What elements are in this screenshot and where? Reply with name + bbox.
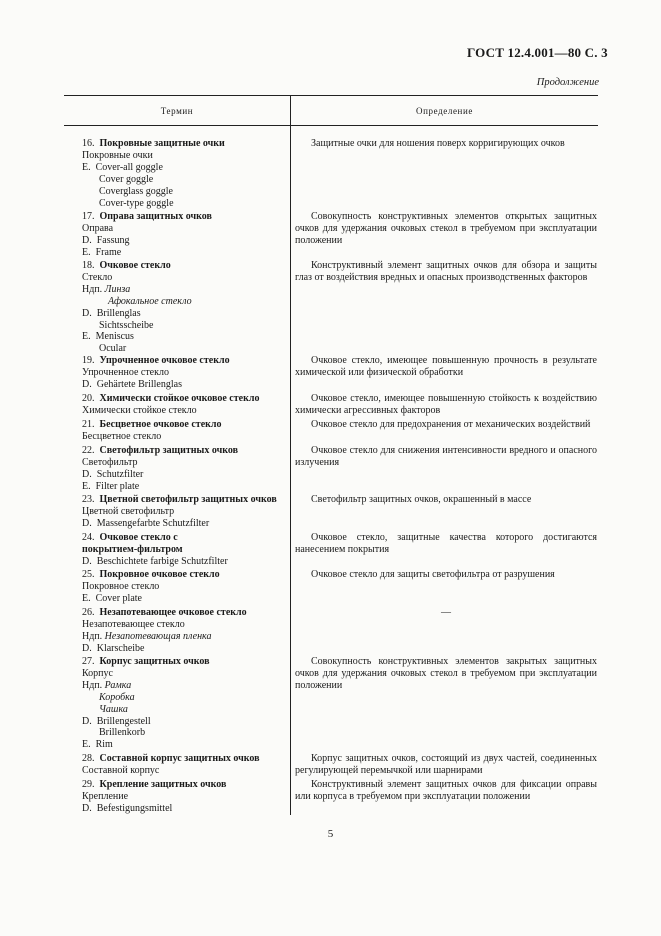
foreign-equivalent <box>82 716 292 728</box>
term-number: 26. <box>82 607 95 618</box>
term-ndp-line <box>82 692 292 704</box>
term-title: Оправа защитных очков <box>99 211 212 222</box>
foreign-term: Schutzfilter <box>96 468 144 480</box>
language-code: D. <box>82 517 92 529</box>
term-title-line <box>82 494 292 506</box>
term-title: Химически стойкое очковое стекло <box>99 393 260 404</box>
column-header-term: Термин <box>160 106 194 116</box>
term-title-line <box>82 211 292 223</box>
language-code: D. <box>82 555 92 567</box>
language-code: E. <box>82 246 91 258</box>
foreign-equivalent <box>82 247 292 259</box>
term-cell <box>82 138 292 209</box>
term-synonym: Покровные очки <box>82 149 153 161</box>
ndp-term: Чашка <box>99 703 128 715</box>
term-title: Покровные защитные очки <box>99 138 225 149</box>
term-title-line <box>82 607 292 619</box>
foreign-term: Brillenkorb <box>99 727 146 739</box>
term-cell <box>82 753 292 777</box>
term-cell <box>82 419 292 443</box>
page-number: 5 <box>327 828 334 840</box>
ndp-term: Рамка <box>104 679 132 691</box>
definition-cell: Совокупность конструктивных элементов закрытых защитных очков для удержания очковых стекол в требуемом при эксплуатации положении <box>295 656 597 691</box>
term-number: 19. <box>82 355 95 366</box>
term-ndp-line <box>82 704 292 716</box>
foreign-equivalent <box>82 379 292 391</box>
foreign-term: Meniscus <box>95 331 134 343</box>
foreign-equivalent <box>82 162 292 174</box>
foreign-equivalent <box>82 481 292 493</box>
foreign-equivalent <box>82 343 292 355</box>
foreign-term: Frame <box>95 246 122 258</box>
language-code: E. <box>82 739 91 751</box>
term-cell <box>82 445 292 493</box>
term-synonym: Корпус <box>82 667 113 679</box>
definition-cell: Защитные очки для ношения поверх корригирующих очков <box>311 138 565 149</box>
term-title-continued: покрытием-фильтром <box>82 543 183 555</box>
term-title: Светофильтр защитных очков <box>99 445 239 456</box>
term-title: Составной корпус защитных очков <box>99 753 260 764</box>
definition-cell: Конструктивный элемент защитных очков для обзора и защиты глаз от воздействия вредных и опасных производственных факторов <box>295 260 597 283</box>
foreign-term: Cover-all goggle <box>95 161 163 173</box>
foreign-term: Rim <box>95 739 113 751</box>
language-code: E. <box>82 331 91 343</box>
term-number: 29. <box>82 779 95 790</box>
foreign-term: Cover-type goggle <box>99 197 174 209</box>
language-code: E. <box>82 480 91 492</box>
definition-cell: Совокупность конструктивных элементов открытых защитных очков для удержания очковых стекол в требуемом при эксплуатации положении <box>295 211 597 246</box>
foreign-term: Filter plate <box>95 480 140 492</box>
term-number: 27. <box>82 656 95 667</box>
foreign-term: Brillenglas <box>96 307 141 319</box>
table-top-rule <box>64 95 598 96</box>
term-cell <box>82 779 292 815</box>
ndp-label: Ндп. <box>82 283 103 295</box>
term-cell <box>82 393 292 417</box>
term-ndp-line <box>82 296 292 308</box>
term-number: 20. <box>82 393 95 404</box>
definition-cell: Очковое стекло, имеющее повышенную прочность в результате химической или физической обработки <box>295 355 597 378</box>
definition-cell: Очковое стекло, защитные качества которого достигаются нанесением покрытия <box>295 532 597 555</box>
foreign-term: Befestigungsmittel <box>96 802 173 814</box>
term-title: Очковое стекло с <box>99 532 178 543</box>
foreign-equivalent <box>82 320 292 332</box>
foreign-term: Gehärtete Brillenglas <box>96 378 182 390</box>
term-synonym: Оправа <box>82 222 114 234</box>
foreign-equivalent <box>82 739 292 751</box>
column-header-definition: Определение <box>416 106 473 116</box>
language-code: E. <box>82 161 91 173</box>
ndp-label: Ндп. <box>82 630 103 642</box>
ndp-term: Незапотевающая пленка <box>104 630 212 642</box>
term-cell <box>82 355 292 391</box>
page-header-title: ГОСТ 12.4.001—80 С. 3 <box>467 45 608 60</box>
ndp-term: Коробка <box>99 691 135 703</box>
term-number: 28. <box>82 753 95 764</box>
term-title: Покровное очковое стекло <box>99 569 220 580</box>
term-ndp-line <box>82 680 292 692</box>
ndp-term: Афокальное стекло <box>108 295 192 307</box>
term-title-line <box>82 569 292 581</box>
continued-label: Продолжение <box>536 77 599 88</box>
term-cell <box>82 211 292 259</box>
language-code: D. <box>82 802 92 814</box>
term-title: Цветной светофильтр защитных очков <box>99 494 277 505</box>
term-synonym: Бесцветное стекло <box>82 430 162 442</box>
definition-cell: Очковое стекло, имеющее повышенную стойкость к воздействию химически агрессивных факторов <box>295 393 597 416</box>
foreign-equivalent <box>82 469 292 481</box>
language-code: D. <box>82 642 92 654</box>
term-ndp-line <box>82 284 292 296</box>
foreign-equivalent <box>82 174 292 186</box>
term-title: Крепление защитных очков <box>99 779 227 790</box>
definition-cell: Корпус защитных очков, состоящий из двух частей, соединенных регулирующей перемычкой или шарнирами <box>295 753 597 776</box>
foreign-term: Ocular <box>99 343 127 355</box>
term-cell <box>82 260 292 355</box>
term-cell <box>82 569 292 605</box>
term-number: 23. <box>82 494 95 505</box>
term-title-line <box>82 393 292 405</box>
term-number: 21. <box>82 419 95 430</box>
definition-cell: Очковое стекло для защиты светофильтра от разрушения <box>311 569 555 580</box>
term-number: 25. <box>82 569 95 580</box>
foreign-equivalent <box>82 518 292 530</box>
language-code: E. <box>82 592 91 604</box>
definition-cell: Очковое стекло для снижения интенсивности вредного и опасного излучения <box>295 445 597 468</box>
term-number: 17. <box>82 211 95 222</box>
language-code: D. <box>82 234 92 246</box>
language-code: D. <box>82 307 92 319</box>
term-synonym: Стекло <box>82 271 113 283</box>
foreign-equivalent <box>82 198 292 210</box>
foreign-term: Cover plate <box>95 592 142 604</box>
term-number: 22. <box>82 445 95 456</box>
foreign-equivalent <box>82 593 292 605</box>
term-title-line <box>82 656 292 668</box>
foreign-equivalent <box>82 186 292 198</box>
term-number: 24. <box>82 532 95 543</box>
foreign-equivalent <box>82 556 292 568</box>
foreign-equivalent <box>82 803 292 815</box>
term-synonym: Химически стойкое стекло <box>82 404 197 416</box>
foreign-equivalent <box>82 235 292 247</box>
language-code: D. <box>82 468 92 480</box>
term-synonym: Светофильтр <box>82 456 138 468</box>
term-number: 18. <box>82 260 95 271</box>
term-title: Очковое стекло <box>99 260 171 271</box>
foreign-equivalent <box>82 331 292 343</box>
foreign-equivalent <box>82 643 292 655</box>
term-title: Корпус защитных очков <box>99 656 210 667</box>
term-ndp-line <box>82 631 292 643</box>
ndp-label: Ндп. <box>82 679 103 691</box>
term-synonym: Упрочненное стекло <box>82 366 169 378</box>
term-synonym: Составной корпус <box>82 764 160 776</box>
term-cell <box>82 607 292 655</box>
term-title-line <box>82 138 292 150</box>
definition-cell: Конструктивный элемент защитных очков для фиксации оправы или корпуса в требуемом при эксплуатации положении <box>295 779 597 802</box>
definition-cell: — <box>441 607 451 618</box>
term-cell <box>82 532 292 568</box>
foreign-equivalent <box>82 727 292 739</box>
term-cell <box>82 656 292 751</box>
term-title-line <box>82 445 292 457</box>
term-title: Бесцветное очковое стекло <box>99 419 222 430</box>
term-synonym: Незапотевающее стекло <box>82 618 185 630</box>
term-synonym: Крепление <box>82 790 129 802</box>
term-title-line <box>82 260 292 272</box>
term-synonym: Покровное стекло <box>82 580 160 592</box>
term-cell <box>82 494 292 530</box>
foreign-term: Sichtsscheibe <box>99 319 154 331</box>
term-title: Незапотевающее очковое стекло <box>99 607 247 618</box>
term-title: Упрочненное очковое стекло <box>99 355 230 366</box>
term-title-line <box>82 532 292 544</box>
term-title-line <box>82 419 292 431</box>
foreign-term: Coverglass goggle <box>99 185 173 197</box>
foreign-equivalent <box>82 308 292 320</box>
table-header-rule <box>64 125 598 126</box>
language-code: D. <box>82 378 92 390</box>
foreign-term: Brillengestell <box>96 715 151 727</box>
term-number: 16. <box>82 138 95 149</box>
foreign-term: Fassung <box>96 234 130 246</box>
foreign-term: Cover goggle <box>99 173 154 185</box>
definition-cell: Светофильтр защитных очков, окрашенный в массе <box>311 494 532 505</box>
term-title-line <box>82 753 292 765</box>
term-title-line <box>82 355 292 367</box>
term-title-line <box>82 779 292 791</box>
foreign-term: Massengefarbte Schutzfilter <box>96 517 210 529</box>
ndp-term: Линза <box>104 283 131 295</box>
term-synonym: Цветной светофильтр <box>82 505 175 517</box>
definition-cell: Очковое стекло для предохранения от механических воздействий <box>311 419 591 430</box>
language-code: D. <box>82 715 92 727</box>
foreign-term: Klarscheibe <box>96 642 145 654</box>
foreign-term: Beschichtete farbige Schutzfilter <box>96 555 228 567</box>
